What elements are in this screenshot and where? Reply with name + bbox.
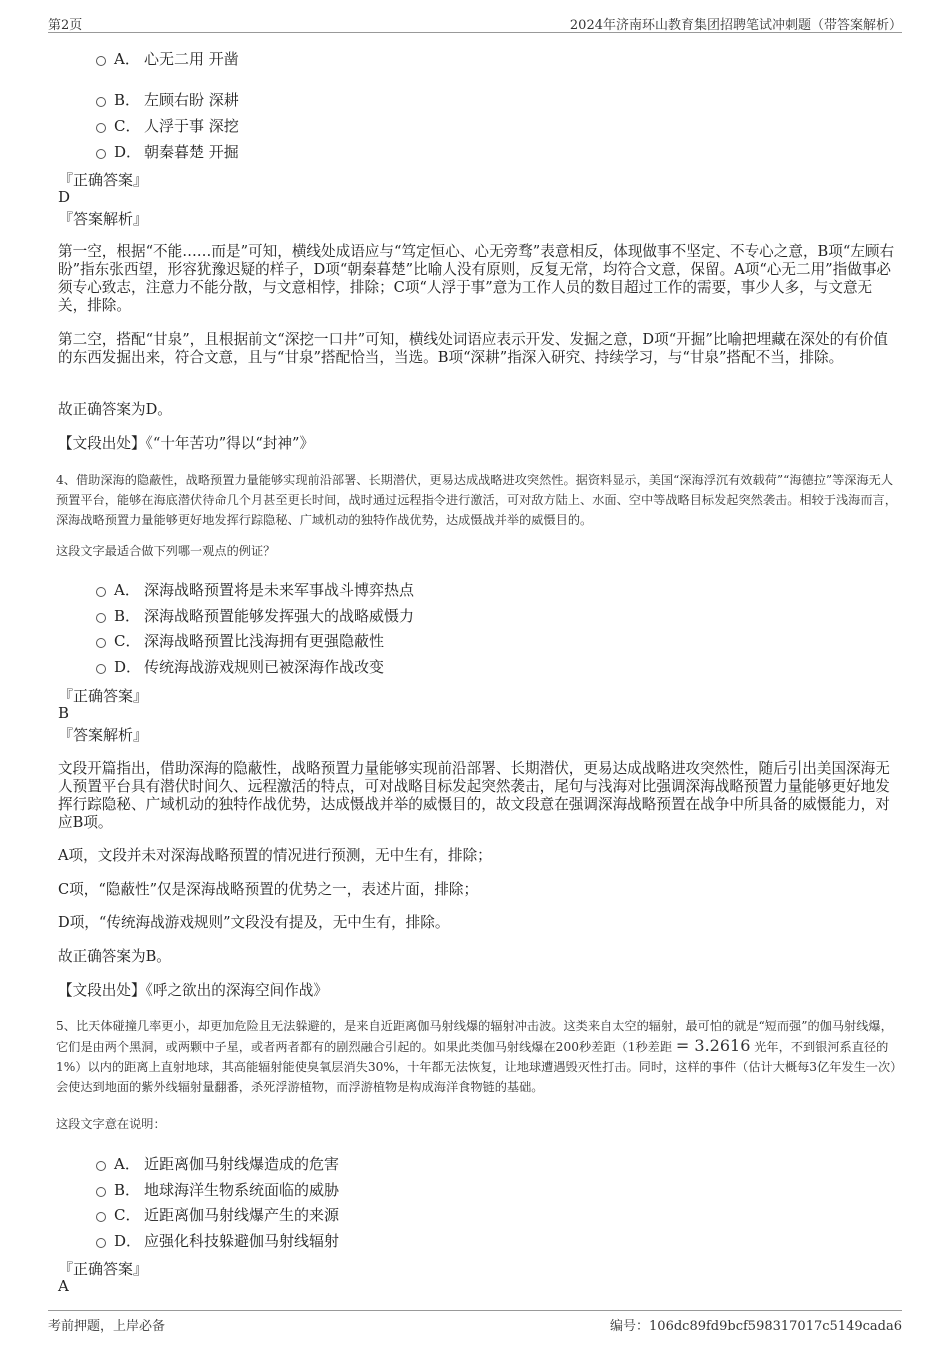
document-code: 编号：106dc89fd9bcf598317017c5149cada6 [610,1319,902,1334]
analysis-paragraph: 文段开篇指出，借助深海的隐蔽性，战略预置力量能够实现前沿部署、长期潜伏，更易达成战略进攻突然性，随后引出美国深海无人预置平台具有潜伏时间久、远程激活的特点，可对战略目标发起突然袭击，尾句与浅海对比强调深海战略预置力量能够更好地发挥行踪隐秘、广域机动的独特作战优势，达成慑战并举的威慑目的，故文段意在强调深海战略预置在战争中所具备的威慑能力，对应B项。 [58,760,890,831]
radio-icon[interactable] [96,56,106,66]
option-d[interactable]: D． 朝秦暮楚 开掘 [96,141,239,162]
radio-icon[interactable] [96,587,106,597]
page-header [48,12,902,33]
radio-icon[interactable] [96,97,106,107]
math-expression: = 3.2616 [675,1036,751,1055]
question-stem: 5、比天体碰撞几率更小，却更加危险且无法躲避的，是来自近距离伽马射线爆的辐射冲击波。这类来自太空的辐射，最可怕的就是“短而强”的伽马射线爆，它们是由两个黑洞，或两颗中子星，或者两者都有的剧烈融合引起的。如果此类伽马射线爆在200秒差距（1秒差距 = 3.2616 光年，不到银河系直径的1%）以内的距离上直射地球，其高能辐射能使臭氧层消失30%，十年都无法恢复，让地球遭遇毁灭性打击。同时，这样的事件（估计大概每3亿年发生一次）会使达到地面的紫外线辐射量翻番，杀死浮游植物，而浮游植物是构成海洋食物链的基础。 [56,1019,897,1094]
analysis-paragraph: A项，文段并未对深海战略预置的情况进行预测，无中生有，排除； [58,847,492,864]
radio-icon[interactable] [96,1238,106,1248]
option-d[interactable]: D． 传统海战游戏规则已被深海作战改变 [96,656,384,677]
option-c[interactable]: C． 深海战略预置比浅海拥有更强隐蔽性 [96,630,384,651]
option-b[interactable]: B． 深海战略预置能够发挥强大的战略威慑力 [96,605,414,626]
option-b[interactable]: B． 左顾右盼 深耕 [96,89,239,110]
source: 【文段出处】《“十年苦功”得以“封神”》 [58,435,315,452]
option-c[interactable]: C． 人浮于事 深挖 [96,115,239,136]
page-number: 第2页 [48,18,83,33]
answer-label: 『正确答案』 [58,171,149,189]
question-prompt: 这段文字意在说明： [56,1117,166,1131]
option-d[interactable]: D． 应强化科技躲避伽马射线辐射 [96,1230,339,1251]
answer-value: D [58,188,71,206]
analysis-label: 『答案解析』 [58,210,149,228]
radio-icon[interactable] [96,123,106,133]
option-a[interactable]: A． 近距离伽马射线爆造成的危害 [96,1153,339,1174]
radio-icon[interactable] [96,613,106,623]
radio-icon[interactable] [96,664,106,674]
page-footer [48,1310,902,1334]
option-a[interactable]: A． 心无二用 开凿 [96,48,239,69]
radio-icon[interactable] [96,638,106,648]
analysis-paragraph: C项，“隐蔽性”仅是深海战略预置的优势之一，表述片面，排除； [58,881,479,898]
analysis-label: 『答案解析』 [58,726,149,744]
analysis-paragraph: 第一空，根据“不能……而是”可知，横线处成语应与“笃定恒心、心无旁骛”表意相反，体现做事不坚定、不专心之意，B项“左顾右盼”指东张西望，形容犹豫迟疑的样子，D项“朝秦暮楚”比喻人没有原则，反复无常，均符合文意，保留。A项“心无二用”指做事必须专心致志，注意力不能分散，与文意相悖，排除；C项“人浮于事”意为工作人员的数目超过工作的需要，事少人多，与文意无关，排除。 [58,243,895,314]
option-b[interactable]: B． 地球海洋生物系统面临的威胁 [96,1179,339,1200]
conclusion: 故正确答案为B。 [58,948,171,965]
radio-icon[interactable] [96,1187,106,1197]
footer-slogan: 考前押题，上岸必备 [48,1319,166,1334]
source: 【文段出处】《呼之欲出的深海空间作战》 [58,982,328,999]
analysis-paragraph: D项，“传统海战游戏规则”文段没有提及，无中生有，排除。 [58,914,450,931]
analysis-paragraph: 第二空，搭配“甘泉”，且根据前文“深挖一口井”可知，横线处词语应表示开发、发掘之意，D项“开掘”比喻把埋藏在深处的有价值的东西发掘出来，符合文意，且与“甘泉”搭配恰当，当选。B项“深耕”指深入研究、持续学习，与“甘泉”搭配不当，排除。 [58,331,888,366]
document-title: 2024年济南环山教育集团招聘笔试冲刺题（带答案解析） [569,18,902,33]
answer-label: 『正确答案』 [58,687,149,705]
radio-icon[interactable] [96,1161,106,1171]
question-prompt: 这段文字最适合做下列哪一观点的例证？ [56,544,276,558]
answer-value: A [58,1277,69,1295]
option-a[interactable]: A． 深海战略预置将是未来军事战斗博弈热点 [96,579,414,600]
answer-value: B [58,704,70,722]
conclusion: 故正确答案为D。 [58,401,172,418]
question-stem: 4、借助深海的隐蔽性，战略预置力量能够实现前沿部署、长期潜伏，更易达成战略进攻突然性。据资料显示，美国“深海浮沉有效载荷”“海德拉”等深海无人预置平台，能够在海底潜伏待命几个月甚至更长时间，战时通过远程指令进行激活，可对敌方陆上、水面、空中等战略目标发起突然袭击。相较于浅海而言，深海战略预置力量能够更好地发挥行踪隐秘、广域机动的独特作战优势，达成慑战并举的威慑目的。 [56,473,897,527]
option-c[interactable]: C． 近距离伽马射线爆产生的来源 [96,1204,339,1225]
answer-label: 『正确答案』 [58,1260,149,1278]
radio-icon[interactable] [96,149,106,159]
radio-icon[interactable] [96,1212,106,1222]
